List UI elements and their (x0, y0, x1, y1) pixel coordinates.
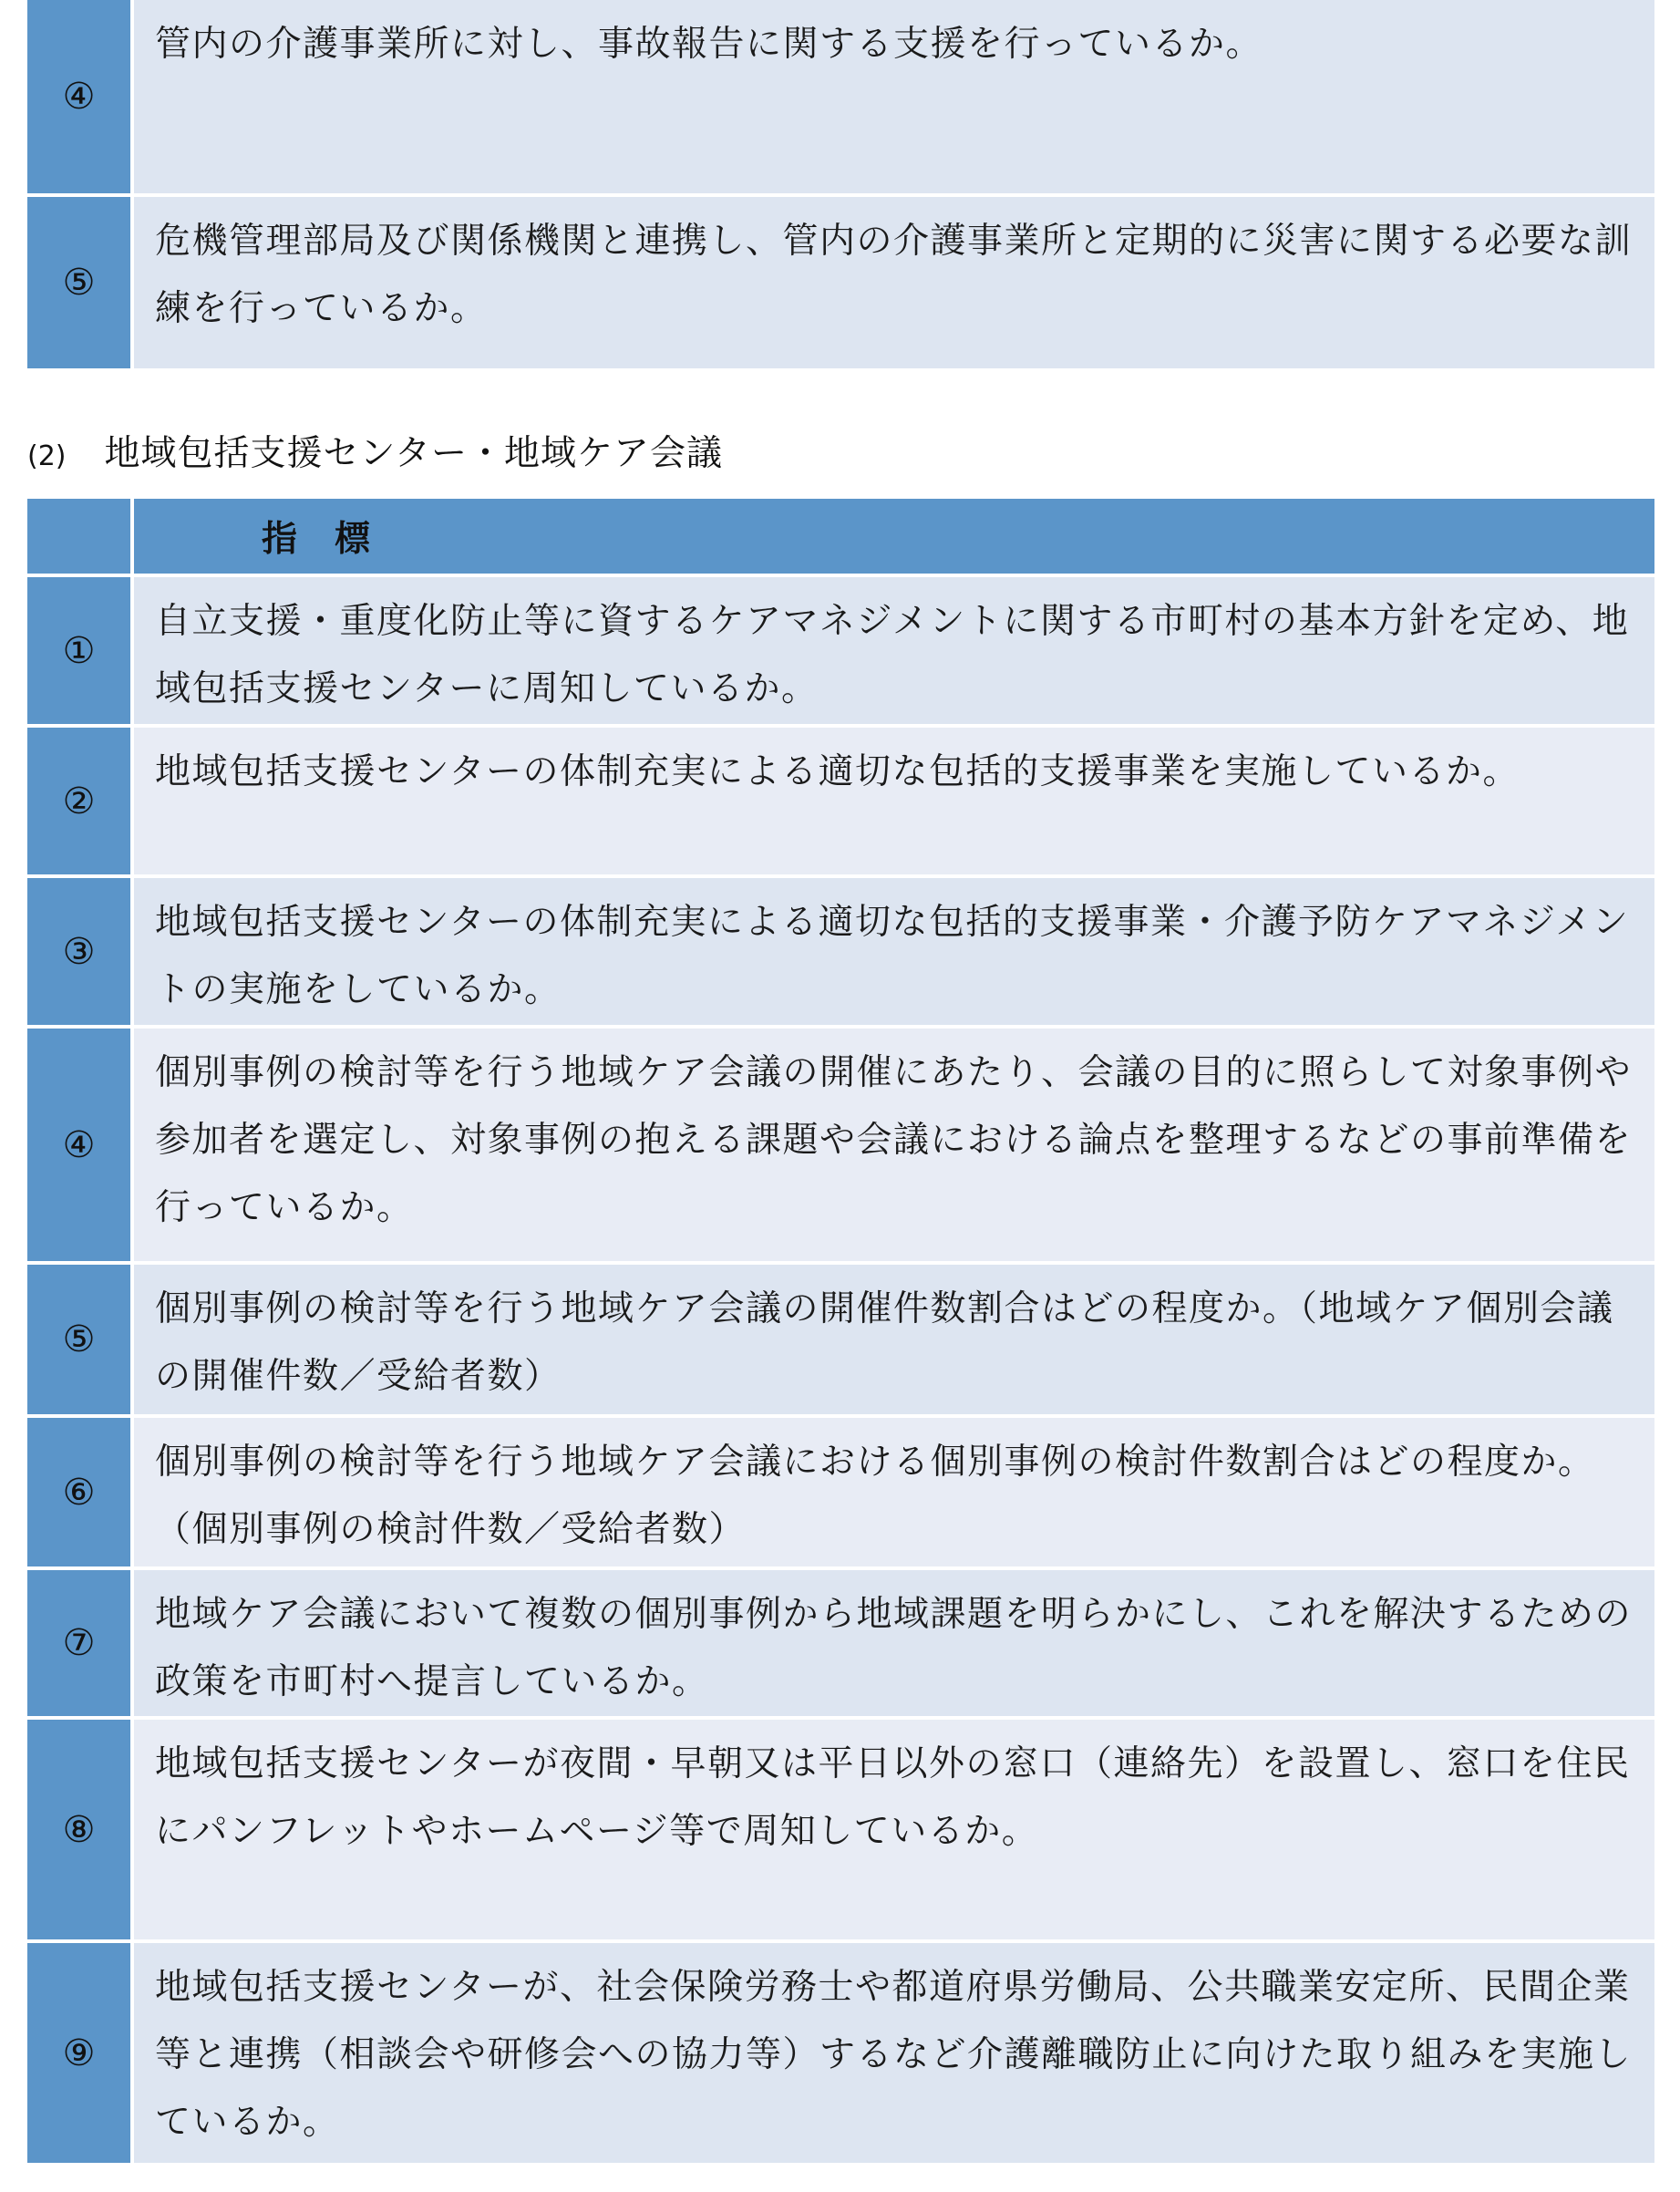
row-text: 個別事例の検討等を行う地域ケア会議の開催件数割合はどの程度か。（地域ケア個別会議の開催件数／受給者数） (134, 1265, 1654, 1418)
table-row (27, 878, 1654, 1029)
table-row (27, 1265, 1654, 1418)
row-number: ② (27, 728, 134, 878)
row-text: 地域包括支援センターの体制充実による適切な包括的支援事業・介護予防ケアマネジメントの実施をしているか。 (134, 878, 1654, 1029)
table-row (27, 728, 1654, 878)
table-row (27, 197, 1654, 372)
row-number: ⑤ (27, 1265, 134, 1418)
header-label: 指 標 (134, 499, 1654, 577)
row-number: ④ (27, 1029, 134, 1265)
row-number: ⑨ (27, 1943, 134, 2166)
row-number: ① (27, 577, 134, 728)
row-text: 危機管理部局及び関係機関と連携し、管内の介護事業所と定期的に災害に関する必要な訓練を行っているか。 (134, 197, 1654, 372)
row-number: ⑧ (27, 1720, 134, 1943)
row-text: 地域包括支援センターが、社会保険労務士や都道府県労働局、公共職業安定所、民間企業等と連携（相談会や研修会への協力等）するなど介護離職防止に向けた取り組みを実施しているか。 (134, 1943, 1654, 2166)
row-text: 地域包括支援センターが夜間・早朝又は平日以外の窓口（連絡先）を設置し、窓口を住民にパンフレットやホームページ等で周知しているか。 (134, 1720, 1654, 1943)
indicator-table-1 (27, 0, 1654, 372)
section-title: 地域包括支援センター・地域ケア会議 (104, 433, 723, 474)
table-header-row (27, 499, 1654, 577)
row-number: ⑦ (27, 1570, 134, 1720)
row-text: 自立支援・重度化防止等に資するケアマネジメントに関する市町村の基本方針を定め、地域包括支援センターに周知しているか。 (134, 577, 1654, 728)
row-text: 地域包括支援センターの体制充実による適切な包括的支援事業を実施しているか。 (134, 728, 1654, 878)
row-text: 管内の介護事業所に対し、事故報告に関する支援を行っているか。 (134, 0, 1654, 197)
header-number-cell (27, 499, 134, 577)
table-row (27, 1029, 1654, 1265)
row-number: ⑥ (27, 1418, 134, 1570)
section-heading (27, 427, 723, 484)
row-number: ③ (27, 878, 134, 1029)
table-row (27, 1418, 1654, 1570)
row-number: ④ (27, 0, 134, 197)
indicator-table-2 (27, 499, 1654, 2166)
table-row (27, 1720, 1654, 1943)
table-row (27, 1943, 1654, 2166)
section-number: (2) (27, 440, 67, 472)
row-text: 地域ケア会議において複数の個別事例から地域課題を明らかにし、これを解決するための政策を市町村へ提言しているか。 (134, 1570, 1654, 1720)
row-number: ⑤ (27, 197, 134, 372)
table-row (27, 0, 1654, 197)
table-row (27, 577, 1654, 728)
row-text: 個別事例の検討等を行う地域ケア会議における個別事例の検討件数割合はどの程度か。（個別事例の検討件数／受給者数） (134, 1418, 1654, 1570)
table-row (27, 1570, 1654, 1720)
row-text: 個別事例の検討等を行う地域ケア会議の開催にあたり、会議の目的に照らして対象事例や参加者を選定し、対象事例の抱える課題や会議における論点を整理するなどの事前準備を行っているか。 (134, 1029, 1654, 1265)
